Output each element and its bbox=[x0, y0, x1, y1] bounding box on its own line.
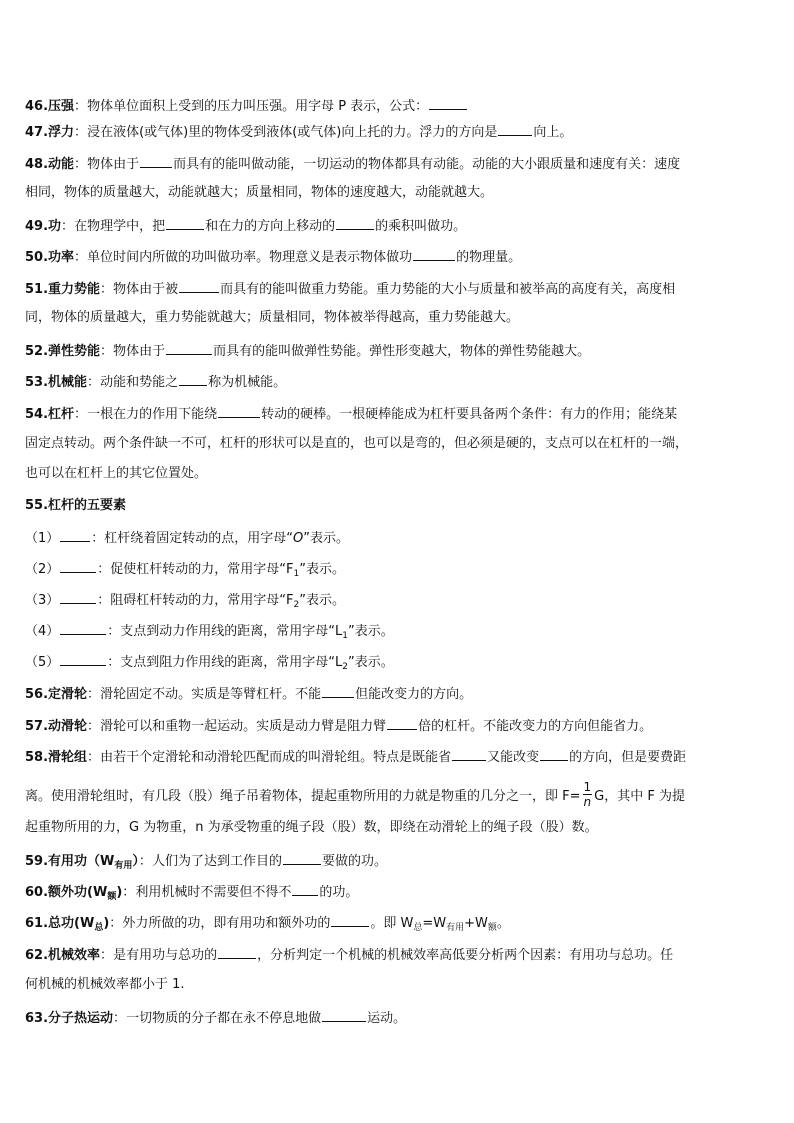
item-54-line3: 也可以在杠杆上的其它位置处。 bbox=[25, 466, 208, 481]
item-50: 50.功率：单位时间内所做的功叫做功率。物理意义是表示物体做功 的物理量。 bbox=[25, 247, 770, 267]
fill-blank bbox=[179, 372, 207, 386]
term-elastic-potential-energy: 弹性势能 bbox=[48, 344, 101, 359]
fill-blank bbox=[283, 851, 321, 865]
fill-blank bbox=[60, 590, 96, 604]
item-54-line2: 固定点转动。两个条件缺一不可，杠杆的形状可以是直的，也可以是弯的，但必须是硬的，支点可以在杠杆的一端， bbox=[25, 436, 689, 451]
definition-text: 浸在液体(或气体)里的物体受到液体(或气体)向上托的力。浮力的方向是 bbox=[87, 125, 498, 140]
item-number: 50. bbox=[25, 250, 49, 265]
item-number: 52. bbox=[25, 344, 49, 359]
fill-blank bbox=[387, 716, 417, 730]
fill-blank bbox=[140, 154, 172, 168]
item-number: 61. bbox=[25, 916, 49, 931]
lever-element-3: （3） ：阻碍杠杆转动的力，常用字母“$F_2$”表示。 bbox=[25, 590, 770, 614]
item-63: 63.分子热运动：一切物质的分子都在永不停息地做 运动。 bbox=[25, 1008, 770, 1028]
lever-element-4: （4） ：支点到动力作用线的距离，常用字母“$L_1$”表示。 bbox=[25, 621, 770, 645]
item-number: 48. bbox=[25, 157, 49, 172]
fill-blank bbox=[322, 1008, 366, 1022]
item-58-line2: 离。使用滑轮组时，有几段（股）绳子吊着物体，提起重物所用的力就是物重的几分之一，即 F= $\frac{1}{n}$ G，其中 F 为提 bbox=[25, 780, 685, 809]
item-number: 63. bbox=[25, 1011, 49, 1026]
term-mechanical-efficiency: 机械效率 bbox=[48, 948, 101, 963]
term-total-work: 总功 bbox=[48, 916, 75, 931]
term-extra-work: 额外功 bbox=[48, 885, 88, 900]
lever-element-5: （5） ：支点到阻力作用线的距离，常用字母“$L_2$”表示。 bbox=[25, 652, 770, 676]
fill-blank bbox=[336, 216, 374, 230]
term-mechanical-energy: 机械能 bbox=[48, 375, 88, 390]
item-number: 55. bbox=[25, 498, 49, 513]
term-fixed-pulley: 定滑轮 bbox=[48, 687, 88, 702]
item-60: 60.额外功$(W_额)$：利用机械时不需要但不得不 的功。 bbox=[25, 882, 770, 906]
item-number: 58. bbox=[25, 750, 49, 765]
fill-blank bbox=[413, 247, 455, 261]
item-number: 51. bbox=[25, 282, 49, 297]
fill-blank bbox=[60, 559, 96, 573]
term-work: 功 bbox=[48, 219, 62, 234]
section-heading: 杠杆的五要素 bbox=[48, 498, 127, 513]
term-gravitational-potential-energy: 重力势能 bbox=[48, 282, 101, 297]
item-number: 60. bbox=[25, 885, 49, 900]
item-49: 49.功：在物理学中，把 和在力的方向上移动的 的乘积叫做功。 bbox=[25, 216, 770, 236]
item-number: 54. bbox=[25, 407, 49, 422]
fill-blank bbox=[429, 96, 467, 110]
item-54: 54.杠杆：一根在力的作用下能绕 转动的硬棒。一根硬棒能成为杠杆要具备两个条件：有力的作用；能绕某 bbox=[25, 404, 770, 424]
item-51-line2: 同，物体的质量越大，重力势能就越大；质量相同，物体被举得越高，重力势能越大。 bbox=[25, 310, 520, 325]
term-pulley-block: 滑轮组 bbox=[48, 750, 88, 765]
fill-blank bbox=[540, 747, 568, 761]
term-useful-work: 有用功 bbox=[48, 854, 88, 869]
term-pressure: 压强 bbox=[48, 99, 75, 114]
fill-blank bbox=[292, 882, 318, 896]
term-power: 功率 bbox=[48, 250, 75, 265]
item-number: 56. bbox=[25, 687, 49, 702]
fill-blank bbox=[60, 528, 90, 542]
item-number: 62. bbox=[25, 948, 49, 963]
fill-blank bbox=[331, 913, 369, 927]
item-58-line3: 起重物所用的力，G 为物重，n 为承受物重的绳子段（股）数，即绕在动滑轮上的绳子段（股）数。 bbox=[25, 820, 598, 835]
item-46: 46.压强：物体单位面积上受到的压力叫压强。用字母 P 表示，公式： bbox=[25, 96, 770, 116]
fill-blank bbox=[218, 404, 260, 418]
item-62-line2: 何机械的机械效率都小于 1. bbox=[25, 977, 185, 992]
definition-text: 物体单位面积上受到的压力叫压强。用字母 P 表示，公式： bbox=[87, 99, 429, 114]
item-number: 47. bbox=[25, 125, 49, 140]
fill-blank bbox=[60, 621, 106, 635]
item-number: 53. bbox=[25, 375, 49, 390]
item-number: 59. bbox=[25, 854, 49, 869]
fraction-one-over-n: $\frac{1}{n}$ bbox=[583, 780, 592, 809]
fill-blank bbox=[60, 652, 106, 666]
fill-blank bbox=[166, 341, 212, 355]
item-57: 57.动滑轮：滑轮可以和重物一起运动。实质是动力臂是阻力臂 倍的杠杆。不能改变力的方向但能省力。 bbox=[25, 716, 770, 736]
lever-element-2: （2） ：促使杠杆转动的力，常用字母“$F_1$”表示。 bbox=[25, 559, 770, 583]
item-48: 48.动能：物体由于 而具有的能叫做动能，一切运动的物体都具有动能。动能的大小跟质量和速度有关：速度 bbox=[25, 154, 770, 174]
term-kinetic-energy: 动能 bbox=[48, 157, 75, 172]
item-number: 46. bbox=[25, 99, 49, 114]
fill-blank bbox=[452, 747, 486, 761]
term-buoyancy: 浮力 bbox=[48, 125, 75, 140]
item-51: 51.重力势能：物体由于被 而具有的能叫做重力势能。重力势能的大小与质量和被举高的高度有关，高度相 bbox=[25, 279, 770, 299]
fill-blank bbox=[179, 279, 219, 293]
item-47: 47.浮力：浸在液体(或气体)里的物体受到液体(或气体)向上托的力。浮力的方向是 向上。 bbox=[25, 122, 770, 142]
fill-blank bbox=[218, 945, 256, 959]
item-61: 61.总功$(W_总)$：外力所做的功，即有用功和额外功的 。即 $W_总=W_{有用}+W_额$。 bbox=[25, 913, 770, 937]
lever-element-1: （1） ：杠杆绕着固定转动的点，用字母“O”表示。 bbox=[25, 528, 770, 548]
item-56: 56.定滑轮：滑轮固定不动。实质是等臂杠杆。不能 但能改变力的方向。 bbox=[25, 684, 770, 704]
term-molecular-thermal-motion: 分子热运动 bbox=[48, 1011, 114, 1026]
item-62: 62.机械效率：是有用功与总功的 ，分析判定一个机械的机械效率高低要分析两个因素：有用功与总功。任 bbox=[25, 945, 770, 965]
fill-blank bbox=[498, 122, 532, 136]
term-movable-pulley: 动滑轮 bbox=[48, 719, 88, 734]
item-number: 49. bbox=[25, 219, 49, 234]
item-number: 57. bbox=[25, 719, 49, 734]
item-58: 58.滑轮组：由若干个定滑轮和动滑轮匹配而成的叫滑轮组。特点是既能省 又能改变 的方向，但是要费距 bbox=[25, 747, 770, 767]
fill-blank bbox=[166, 216, 204, 230]
term-lever: 杠杆 bbox=[48, 407, 75, 422]
item-52: 52.弹性势能：物体由于 而具有的能叫做弹性势能。弹性形变越大，物体的弹性势能越大。 bbox=[25, 341, 770, 361]
item-53: 53.机械能：动能和势能之 称为机械能。 bbox=[25, 372, 770, 392]
fill-blank bbox=[322, 684, 354, 698]
item-48-line2: 相同，物体的质量越大，动能就越大；质量相同，物体的速度越大，动能就越大。 bbox=[25, 185, 494, 200]
item-55 bbox=[25, 497, 770, 515]
item-59: 59.有用功$(W_{有用})$：人们为了达到工作目的 要做的功。 bbox=[25, 851, 770, 875]
